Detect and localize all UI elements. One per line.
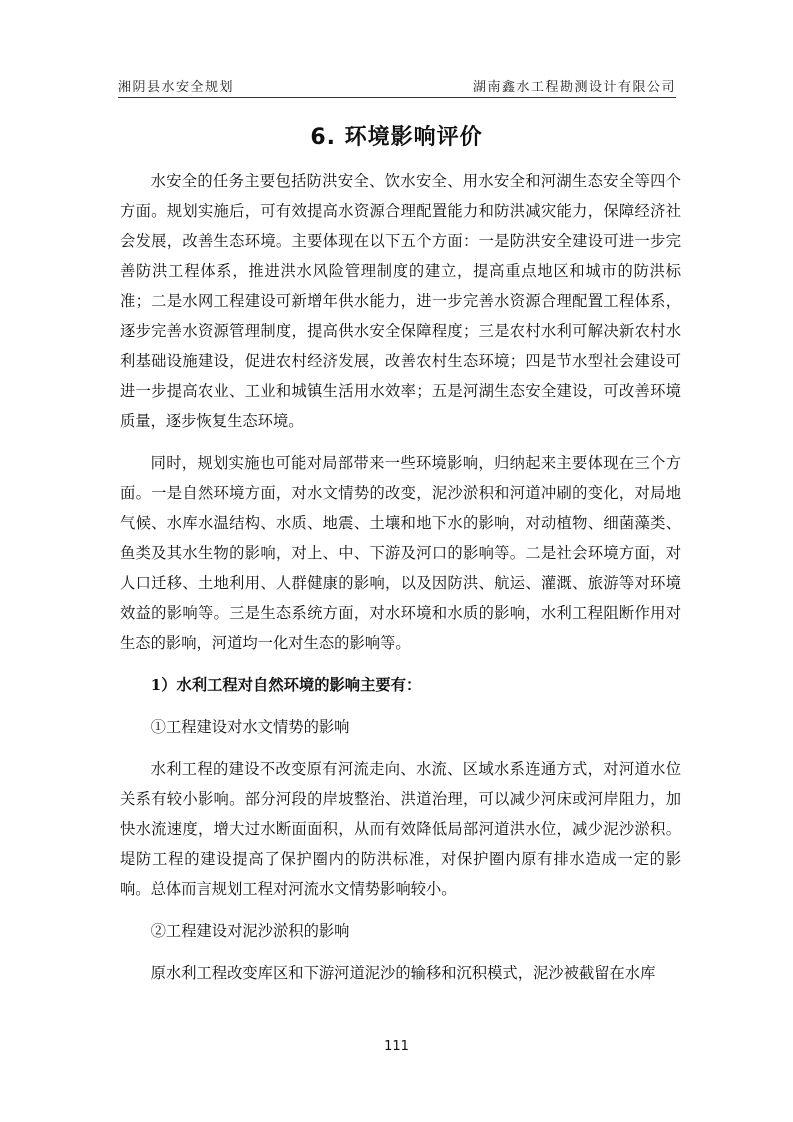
- header-divider: [118, 97, 676, 98]
- subheading-hydrology: ①工程建设对水文情势的影响: [150, 718, 350, 736]
- paragraph-water-security: 水安全的任务主要包括防洪安全、饮水安全、用水安全和河湖生态安全等四个方面。规划实施后，可有效提高水资源合理配置能力和防洪减灾能力，保障经济社会发展，改善生态环境。主要体现在以下五个方面：一是防洪安全建设可进一步完善防洪工程体系，推进洪水风险管理制度的建立，提高重点地区和城市的防洪标准；二是水网工程建设可新增年供水能力，进一步完善水资源合理配置工程体系，逐步完善水资源管理制度，提高供水安全保障程度；三是农村水利可解决新农村水利基础设施建设，促进农村经济发展，改善农村生态环境；四是节水型社会建设可进一步提高农业、工业和城镇生活用水效率；五是河湖生态安全建设，可改善环境质量，逐步恢复生态环境。: [120, 172, 681, 430]
- header-company-name: 湖南鑫水工程勘测设计有限公司: [472, 80, 676, 95]
- section-title: 6. 环境影响评价: [310, 125, 483, 150]
- paragraph-hydrology: 水利工程的建设不改变原有河流走向、水流、区域水系连通方式，对河道水位关系有较小影响。部分河段的岸坡整治、洪道治理，可以减少河床或河岸阻力，加快水流速度，增大过水断面面积，从而有效降低局部河道洪水位，减少泥沙淤积。堤防工程的建设提高了保护圈内的防洪标准，对保护圈内原有排水造成一定的影响。总体而言规划工程对河流水文情势影响较小。: [120, 760, 681, 898]
- subheading-sedimentation: ②工程建设对泥沙淤积的影响: [150, 922, 350, 940]
- document-body: [120, 166, 681, 988]
- page-header: [118, 74, 676, 96]
- subheading-natural-environment: 1）水利工程对自然环境的影响主要有：: [150, 676, 422, 694]
- paragraph-environmental-impacts: 同时，规划实施也可能对局部带来一些环境影响，归纳起来主要体现在三个方面。一是自然环境方面，对水文情势的改变，泥沙淤积和河道冲刷的变化，对局地气候、水库水温结构、水质、地震、土壤和地下水的影响，对动植物、细菌藻类、鱼类及其水生物的影响，对上、中、下游及河口的影响等。二是社会环境方面，对人口迁移、土地利用、人群健康的影响，以及因防洪、航运、灌溉、旅游等对环境效益的影响等。三是生态系统方面，对水环境和水质的影响，水利工程阻断作用对生态的影响，河道均一化对生态的影响等。: [120, 454, 681, 652]
- page-number: 111: [384, 1039, 409, 1054]
- header-document-title: 湘阴县水安全规划: [118, 80, 235, 95]
- paragraph-sedimentation: 原水利工程改变库区和下游河道泥沙的输移和沉积模式，泥沙被截留在水库: [150, 964, 656, 982]
